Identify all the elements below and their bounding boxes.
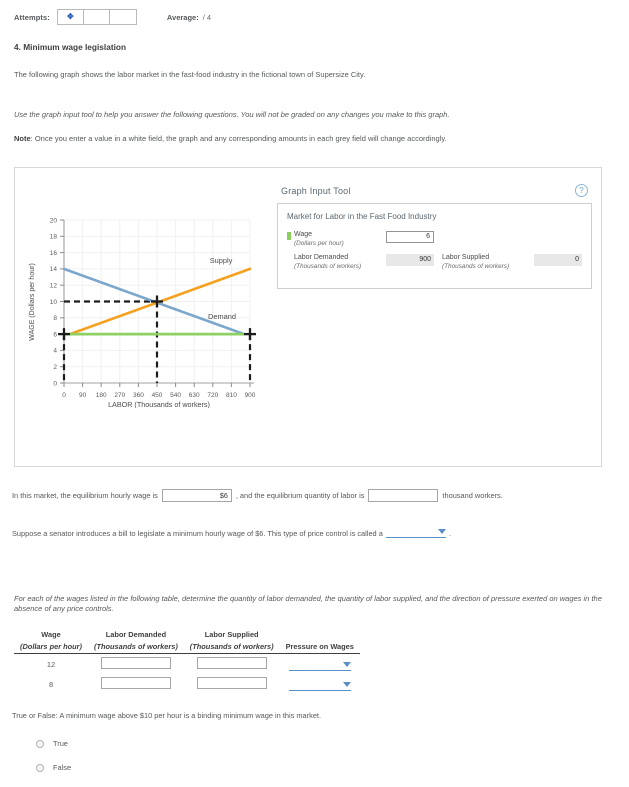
radio-label-true: True	[53, 739, 68, 748]
row-demanded-cell	[88, 674, 184, 694]
average-value: / 4	[202, 12, 212, 22]
row-pressure-cell	[280, 674, 360, 694]
svg-text:360: 360	[132, 392, 144, 399]
attempt-box-3[interactable]	[110, 10, 136, 24]
subheader-wage: (Dollars per hour)	[14, 642, 88, 654]
instruction-paragraph: Use the graph input tool to help you answer the following questions. You will not be graded on any changes you make to this graph.	[14, 110, 450, 119]
wage-field-label	[294, 231, 380, 247]
svg-text:180: 180	[95, 392, 107, 399]
equilibrium-question	[12, 489, 503, 502]
row-supplied-cell	[184, 674, 280, 694]
price-control-period: .	[448, 529, 451, 538]
svg-text:900: 900	[244, 392, 256, 399]
radio-option-true[interactable]	[36, 739, 68, 748]
equilibrium-text-1: In this market, the equilibrium hourly wage is	[12, 491, 158, 500]
svg-text:630: 630	[188, 392, 200, 399]
row-supplied-input[interactable]	[197, 657, 267, 669]
labor-supplied-name: Labor Supplied	[442, 254, 490, 262]
page-title: 4. Minimum wage legislation	[14, 42, 127, 52]
labor-supplied-label	[442, 254, 528, 270]
header-pressure-spacer	[280, 630, 360, 642]
svg-text:450: 450	[151, 392, 163, 399]
attempts-bar	[14, 9, 211, 25]
help-icon[interactable]: ?	[575, 184, 588, 197]
chevron-down-icon	[343, 662, 351, 667]
row-pressure-dropdown[interactable]	[289, 679, 351, 691]
equilibrium-text-2: , and the equilibrium quantity of labor is	[235, 491, 365, 500]
graph-input-tool-title: Graph Input Tool	[281, 185, 351, 196]
x-axis-ticks	[64, 383, 250, 387]
chart-svg	[22, 208, 272, 408]
equilibrium-text-3: thousand workers.	[442, 491, 503, 500]
wage-table-head	[14, 630, 360, 654]
table-intro-paragraph: For each of the wages listed in the following table, determine the quantity of labor demanded, the quantity of labor supplied, and the direction of pressure exerted on wages in the absence of any price controls.	[14, 594, 602, 614]
note-paragraph	[14, 134, 614, 144]
note-text: : Once you enter a value in a white field, the graph and any corresponding amounts in each grey field will change accordingly.	[30, 134, 447, 143]
table-row	[14, 654, 360, 675]
svg-text:10: 10	[49, 298, 57, 306]
note-label: Note	[14, 134, 31, 143]
demand-label: Demand	[208, 312, 236, 321]
svg-text:18: 18	[49, 233, 57, 241]
svg-text:20: 20	[49, 217, 57, 225]
labor-demanded-value: 900	[386, 254, 434, 266]
header-wage: Wage	[41, 630, 61, 639]
intro-paragraph: The following graph shows the labor market in the fast-food industry in the fictional town of Supersize City.	[14, 70, 366, 79]
header-labor-demanded: Labor Demanded	[105, 630, 167, 639]
table-row	[14, 674, 360, 694]
row-demanded-input[interactable]	[101, 677, 171, 689]
radio-button-true[interactable]	[36, 740, 44, 748]
wage-field-name: Wage	[294, 231, 313, 238]
labor-supplied-value: 0	[534, 254, 582, 266]
svg-text:16: 16	[49, 249, 57, 257]
radio-label-false: False	[53, 763, 72, 772]
y-axis-title: WAGE (Dollars per hour)	[29, 263, 36, 341]
labor-demanded-label	[294, 254, 380, 270]
move-cursor-icon: ✥	[67, 12, 74, 21]
price-control-question	[12, 526, 451, 538]
x-tick-labels	[62, 392, 256, 399]
row-wage-value: 8	[48, 679, 54, 689]
price-control-text: Suppose a senator introduces a bill to legislate a minimum hourly wage of $6. This type of price control is called a	[12, 529, 383, 538]
svg-text:8: 8	[53, 315, 57, 323]
graph-input-tool	[277, 184, 592, 289]
row-wage-value: 12	[46, 659, 56, 669]
labor-demanded-name: Labor Demanded	[294, 254, 349, 262]
wage-table-header-titles	[14, 630, 360, 642]
labor-market-chart	[22, 208, 272, 408]
svg-text:810: 810	[225, 392, 237, 399]
attempt-box-2[interactable]	[84, 10, 110, 24]
wage-color-swatch	[287, 232, 291, 240]
svg-text:12: 12	[49, 282, 57, 290]
svg-text:0: 0	[53, 380, 57, 388]
graph-input-tool-body	[277, 203, 592, 289]
wage-table	[14, 630, 360, 694]
radio-button-false[interactable]	[36, 764, 44, 772]
row-pressure-cell	[280, 654, 360, 675]
row-supplied-cell	[184, 654, 280, 675]
y-tick-labels	[50, 217, 58, 387]
market-title: Market for Labor in the Fast Food Industry	[287, 212, 437, 221]
svg-text:2: 2	[53, 364, 57, 371]
svg-text:4: 4	[53, 347, 57, 355]
subheader-labor-demanded: (Thousands of workers)	[88, 642, 184, 654]
row-demanded-cell	[88, 654, 184, 675]
labor-values-row	[287, 254, 582, 270]
labor-demanded-swatch	[287, 255, 291, 263]
true-false-question: True or False: A minimum wage above $10 per hour is a binding minimum wage in this market.	[12, 711, 322, 720]
row-demanded-input[interactable]	[101, 657, 171, 669]
radio-option-false[interactable]	[36, 763, 71, 772]
wage-field-units: (Dollars per hour)	[294, 239, 344, 247]
equilibrium-wage-input[interactable]: $6	[162, 489, 232, 502]
svg-text:6: 6	[53, 331, 57, 339]
header-pressure-on-wages: Pressure on Wages	[280, 642, 360, 654]
svg-text:540: 540	[170, 392, 182, 399]
svg-text:90: 90	[78, 392, 87, 399]
price-control-dropdown[interactable]	[386, 526, 446, 538]
labor-supplied-block	[442, 254, 582, 270]
average-label: Average:	[166, 12, 199, 22]
wage-table-body	[14, 654, 360, 695]
graph-panel	[14, 167, 602, 467]
labor-supplied-units: (Thousands of workers)	[442, 263, 510, 271]
wage-table-header-subtitles	[14, 642, 360, 654]
subheader-labor-supplied: (Thousands of workers)	[184, 642, 280, 654]
attempt-boxes	[57, 9, 137, 25]
chevron-down-icon	[343, 682, 351, 687]
labor-demanded-block	[287, 254, 434, 270]
svg-text:720: 720	[207, 392, 219, 399]
wage-field-row	[287, 231, 582, 247]
wage-input[interactable]: 6	[386, 231, 434, 243]
svg-text:14: 14	[49, 266, 57, 274]
graph-input-tool-header	[277, 184, 592, 203]
attempt-box-1[interactable]	[58, 10, 84, 24]
svg-text:270: 270	[114, 392, 126, 399]
header-labor-supplied: Labor Supplied	[204, 630, 259, 639]
x-axis-title: LABOR (Thousands of workers)	[108, 400, 210, 408]
chevron-down-icon	[438, 529, 446, 534]
equilibrium-quantity-input[interactable]	[368, 489, 438, 502]
labor-demanded-units: (Thousands of workers)	[294, 263, 362, 271]
svg-text:0: 0	[62, 392, 66, 399]
attempts-label: Attempts:	[14, 12, 50, 22]
row-supplied-input[interactable]	[197, 677, 267, 689]
row-pressure-dropdown[interactable]	[289, 659, 351, 671]
supply-label: Supply	[209, 256, 233, 265]
